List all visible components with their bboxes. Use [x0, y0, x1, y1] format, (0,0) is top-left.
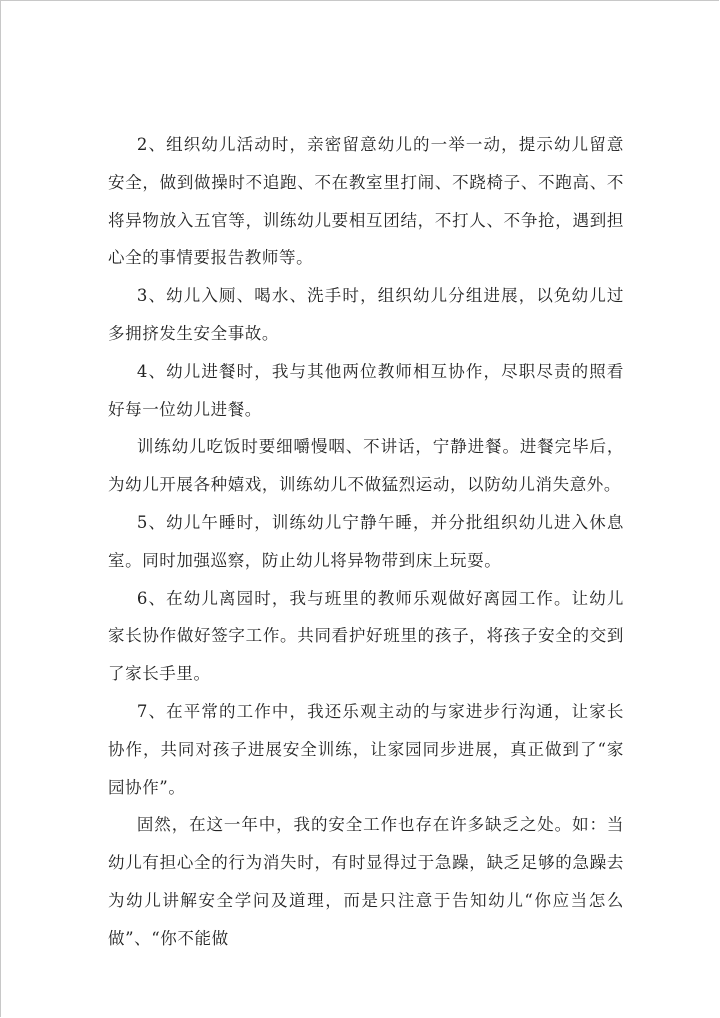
paragraph-item-7: 7、在平常的工作中，我还乐观主动的与家进步行沟通，让家长协作，共同对孩子进展安全训练，让家园同步进展，真正做到了“家园协作”。	[108, 701, 624, 797]
paragraph-item-4: 4、幼儿进餐时，我与其他两位教师相互协作，尽职尽责的照看好每一位幼儿进餐。	[108, 361, 624, 419]
paragraph-meal-training: 训练幼儿吃饭时要细嚼慢咽、不讲话，宁静进餐。进餐完毕后，为幼儿开展各种嬉戏，训练幼儿不做猛烈运动，以防幼儿消失意外。	[108, 437, 624, 495]
paragraph-item-5: 5、幼儿午睡时，训练幼儿宁静午睡，并分批组织幼儿进入休息室。同时加强巡察，防止幼儿将异物带到床上玩耍。	[108, 512, 624, 570]
paragraph-item-6: 6、在幼儿离园时，我与班里的教师乐观做好离园工作。让幼儿家长协作做好签字工作。共同看护好班里的孩子，将孩子安全的交到了家长手里。	[108, 588, 624, 684]
paragraph-shortcomings: 固然，在这一年中，我的安全工作也存在许多缺乏之处。如：当幼儿有担心全的行为消失时，有时显得过于急躁，缺乏足够的急躁去为幼儿讲解安全学问及道理，而是只注意于告知幼儿“你应当怎么做”、“你不能做	[108, 815, 624, 948]
paragraph-item-2: 2、组织幼儿活动时，亲密留意幼儿的一举一动，提示幼儿留意安全，做到做操时不追跑、不在教室里打闹、不跷椅子、不跑高、不将异物放入五官等，训练幼儿要相互团结，不打人、不争抢，遇到担心全的事情要报告教师等。	[108, 135, 624, 268]
document-body	[108, 126, 624, 958]
paragraph-item-3: 3、幼儿入厕、喝水、洗手时，组织幼儿分组进展，以免幼儿过多拥挤发生安全事故。	[108, 286, 624, 343]
